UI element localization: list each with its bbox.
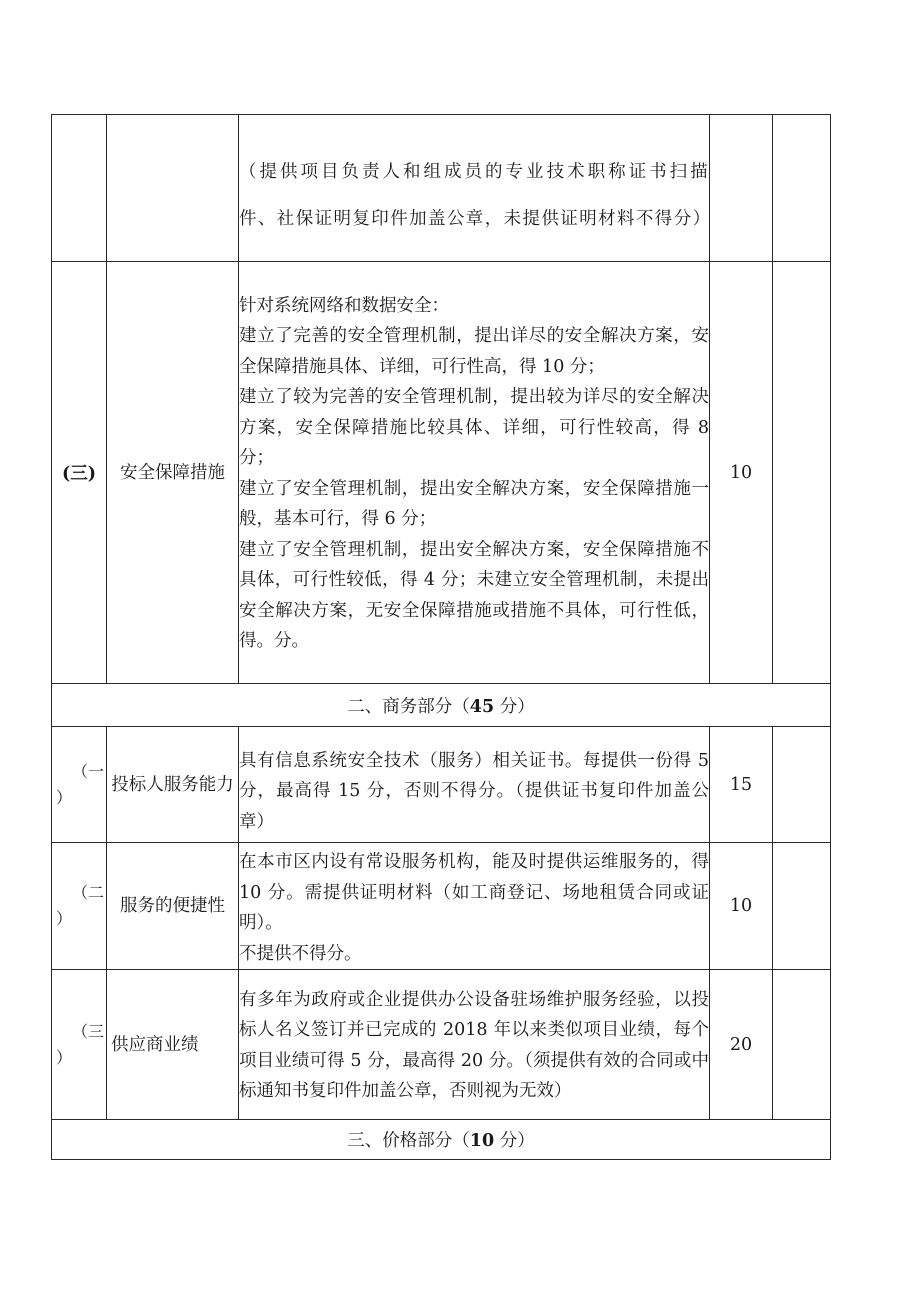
row-extra (773, 262, 831, 684)
table-row (52, 843, 831, 970)
row-description (239, 727, 710, 843)
table-row (52, 115, 831, 262)
row-number (52, 727, 107, 843)
row-number-part: （二 (71, 883, 104, 902)
row-description (239, 970, 710, 1120)
section-title (52, 1120, 831, 1160)
row-points: 15 (710, 727, 773, 843)
row-number (52, 262, 107, 684)
row-number (52, 970, 107, 1120)
row-number-part: （一 (71, 761, 104, 781)
row-number-part: （三 (71, 1021, 104, 1041)
description-paragraph: 在本市区内设有常设服务机构，能及时提供运维服务的，得 10 分。需提供证明材料（如工商登记、场地租赁合同或证明）。 (239, 852, 709, 933)
row-number-text: (三) (61, 464, 97, 484)
section-title-prefix: 三、价格部分（ (347, 1131, 470, 1151)
description-paragraph: 建立了安全管理机制，提出安全解决方案，安全保障措施一般，基本可行，得 6 分； (239, 478, 709, 529)
section-title (52, 684, 831, 727)
row-description (239, 115, 710, 262)
description-paragraph: 建立了安全管理机制，提出安全解决方案，安全保障措施不具体，可行性较低，得 4 分；未建立安全管理机制，未提出安全解决方案，无安全保障措施或措施不具体，可行性低，得。分。 (239, 539, 709, 651)
table-row (52, 727, 831, 843)
section-title-suffix: 分） (494, 1131, 535, 1151)
description-paragraph: 不提供不得分。 (239, 943, 362, 964)
description-paragraph: （提供项目负责人和组成员的专业技术职称证书扫描件、社保证明复印件加盖公章，未提供证明材料不得分） (239, 162, 712, 229)
row-points: 10 (710, 262, 773, 684)
description-paragraph: 建立了完善的安全管理机制，提出详尽的安全解决方案，安全保障措施具体、详细，可行性高，得 10 分； (239, 326, 709, 377)
row-item (107, 115, 239, 262)
row-extra (773, 970, 831, 1120)
row-item: 供应商业绩 (107, 970, 239, 1120)
row-item: 投标人服务能力 (107, 727, 239, 843)
row-points: 10 (710, 843, 773, 970)
description-paragraph: 建立了较为完善的安全管理机制，提出较为详尽的安全解决方案，安全保障措施比较具体、详细，可行性较高，得 8 分； (239, 387, 709, 468)
row-number-part: ） (56, 1047, 73, 1067)
section-header-price (52, 1120, 831, 1160)
section-score: 10 (469, 1131, 495, 1151)
section-title-prefix: 二、商务部分（ (347, 696, 470, 717)
description-paragraph: 具有信息系统安全技术（服务）相关证书。每提供一份得 5 分，最高得 15 分，否则不得分。（提供证书复印件加盖公章） (239, 750, 709, 832)
row-points (710, 115, 773, 262)
row-extra (773, 843, 831, 970)
row-number (52, 115, 107, 262)
row-description (239, 843, 710, 970)
scoring-table (51, 114, 831, 1160)
table-row (52, 970, 831, 1120)
row-item: 安全保障措施 (107, 262, 239, 684)
row-description (239, 262, 710, 684)
section-score: 45 (469, 696, 495, 717)
row-extra (773, 115, 831, 262)
section-title-suffix: 分） (494, 696, 535, 717)
row-number-part: ） (56, 909, 73, 928)
description-paragraph: 有多年为政府或企业提供办公设备驻场维护服务经验，以投标人名义签订并已完成的 2018 年以来类似项目业绩，每个项目业绩可得 5 分，最高得 20 分。（须提供有效的合同或中标通知书复印件加盖公章，否则视为无效） (239, 989, 709, 1101)
row-points: 20 (710, 970, 773, 1120)
row-number-part: ） (56, 787, 73, 807)
row-extra (773, 727, 831, 843)
description-paragraph: 针对系统网络和数据安全： (239, 295, 449, 316)
row-item: 服务的便捷性 (107, 843, 239, 970)
section-header-business (52, 684, 831, 727)
row-number (52, 843, 107, 970)
table-row (52, 262, 831, 684)
